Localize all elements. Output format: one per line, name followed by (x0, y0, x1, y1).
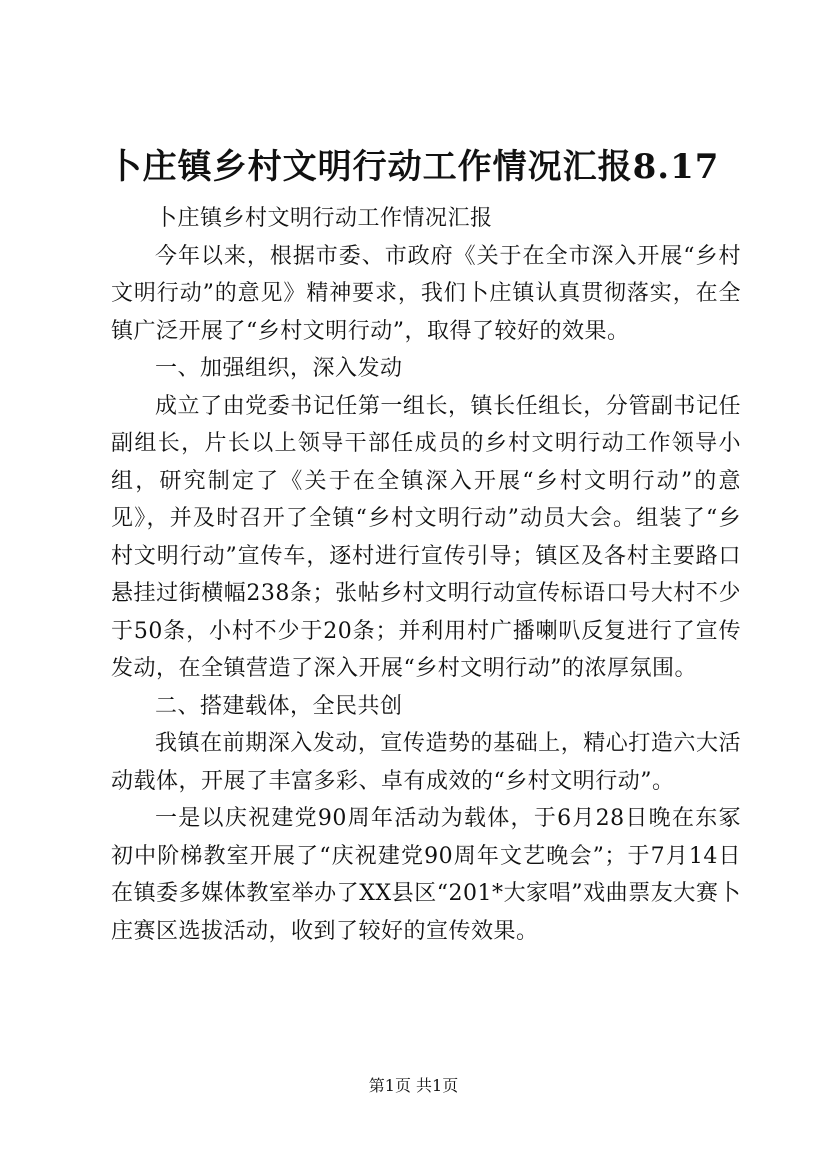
section-2-paragraph: 我镇在前期深入发动，宣传造势的基础上，精心打造六大活动载体，开展了丰富多彩、卓有成效的“乡村文明行动”。 (111, 731, 741, 794)
document-title: 卜庄镇乡村文明行动工作情况汇报8.17 (107, 147, 720, 187)
intro-paragraph: 今年以来，根据市委、市政府《关于在全市深入开展“乡村文明行动”的意见》精神要求，我们卜庄镇认真贯彻落实，在全镇广泛开展了“乡村文明行动”，取得了较好的效果。 (111, 243, 741, 344)
page-footer: 第1页 共1页 (368, 1076, 459, 1095)
section-2-item-1-paragraph: 一是以庆祝建党90周年活动为载体，于6月28日晚在东冢初中阶梯教室开展了“庆祝建党90周年文艺晚会”；于7月14日在镇委多媒体教室举办了XX县区“201*大家唱”戏曲票友大赛卜庄赛区选拔活动，收到了较好的宣传效果。 (111, 806, 741, 944)
section-1-paragraph: 成立了由党委书记任第一组长，镇长任组长，分管副书记任副组长，片长以上领导干部任成员的乡村文明行动工作领导小组，研究制定了《关于在全镇深入开展“乡村文明行动”的意见》，并及时召开了全镇“乡村文明行动”动员大会。组装了“乡村文明行动”宣传车，逐村进行宣传引导；镇区及各村主要路口悬挂过街横幅238条；张帖乡村文明行动宣传标语口号大村不少于50条，小村不少于20条；并利用村广播喇叭反复进行了宣传发动，在全镇营造了深入开展“乡村文明行动”的浓厚氛围。 (111, 393, 741, 681)
section-heading-2: 二、搭建载体，全民共创 (155, 693, 403, 719)
document-body (111, 200, 741, 950)
section-heading-1: 一、加强组织，深入发动 (155, 356, 403, 381)
subtitle-line: 卜庄镇乡村文明行动工作情况汇报 (155, 206, 493, 231)
